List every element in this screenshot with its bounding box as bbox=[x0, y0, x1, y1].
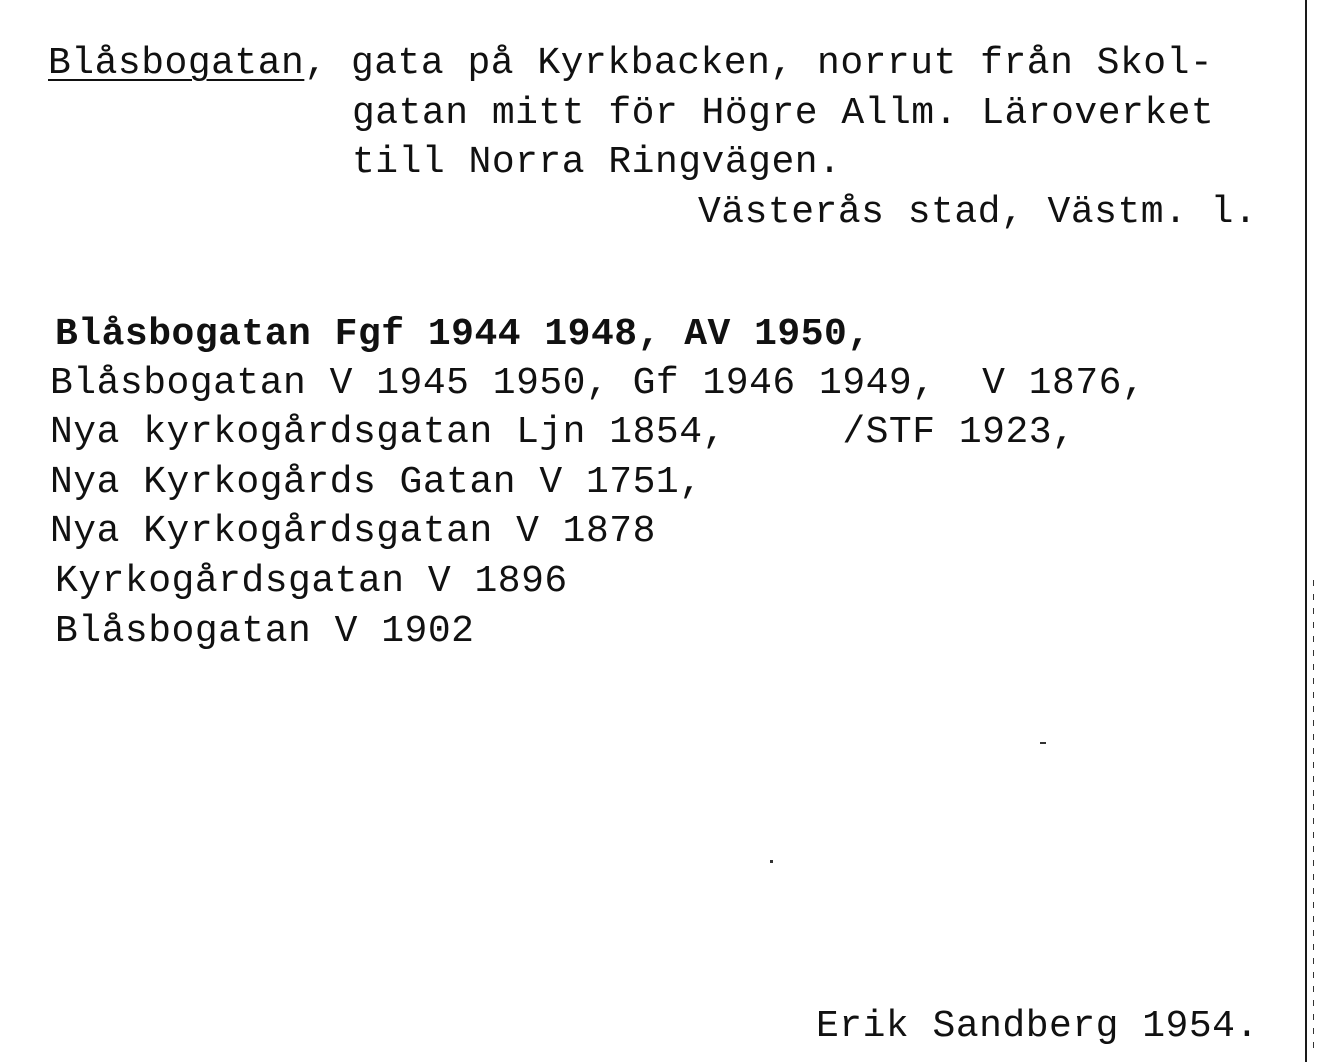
header-line-1-rest: , gata på Kyrkbacken, norrut från Skol- bbox=[304, 42, 1214, 85]
scan-speck bbox=[770, 860, 773, 863]
record-line-5: Nya Kyrkogårdsgatan V 1878 bbox=[50, 510, 656, 553]
record-line-4: Nya Kyrkogårds Gatan V 1751, bbox=[50, 461, 703, 504]
signature: Erik Sandberg 1954. bbox=[816, 1005, 1259, 1048]
card-edge-line bbox=[1305, 0, 1307, 1062]
record-line-7: Blåsbogatan V 1902 bbox=[55, 610, 475, 653]
location-line: Västerås stad, Västm. l. bbox=[698, 191, 1258, 234]
record-line-2: Blåsbogatan V 1945 1950, Gf 1946 1949, V 1876, bbox=[50, 362, 1146, 405]
scan-speck bbox=[1040, 742, 1046, 744]
record-line-1: Blåsbogatan Fgf 1944 1948, AV 1950, bbox=[55, 313, 871, 356]
record-line-6: Kyrkogårdsgatan V 1896 bbox=[55, 560, 568, 603]
record-line-3: Nya kyrkogårdsgatan Ljn 1854, /STF 1923, bbox=[50, 411, 1076, 454]
card-edge-dashes bbox=[1313, 580, 1314, 1050]
header-line-1 bbox=[48, 42, 1213, 86]
header-line-3: till Norra Ringvägen. bbox=[352, 141, 842, 184]
headword: Blåsbogatan bbox=[48, 42, 305, 85]
header-line-2: gatan mitt för Högre Allm. Läroverket bbox=[352, 92, 1215, 135]
